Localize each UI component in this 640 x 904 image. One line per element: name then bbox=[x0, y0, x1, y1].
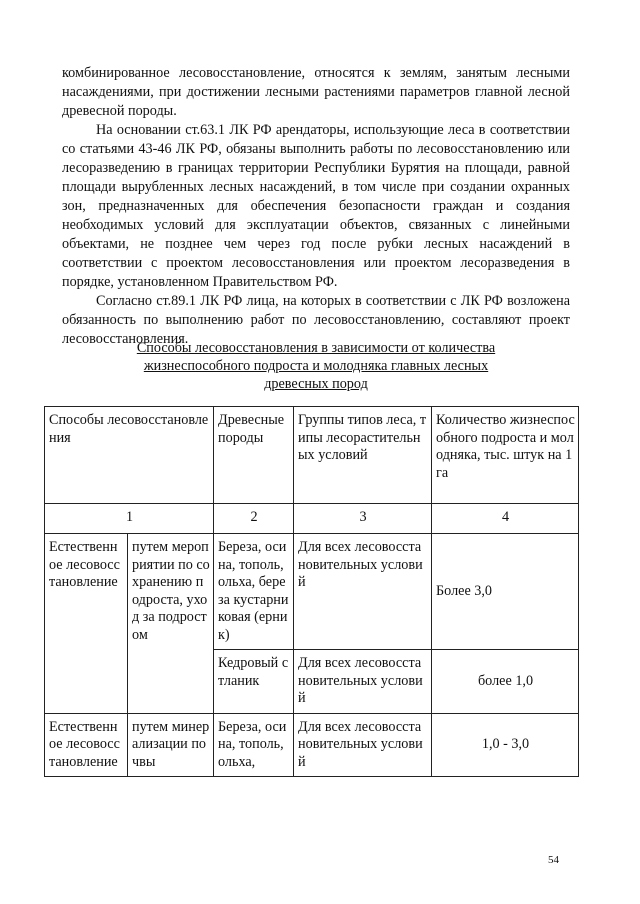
column-number-2: 2 bbox=[214, 504, 294, 534]
cell-forest-type: Для всех лесовосстановительных условий bbox=[294, 534, 432, 650]
reforestation-methods-table bbox=[44, 406, 579, 777]
table-title bbox=[62, 339, 570, 393]
cell-forest-type: Для всех лесовосстановительных условий bbox=[294, 713, 432, 777]
table-title-line-2: жизнеспособного подроста и молодняка главных лесных bbox=[143, 358, 489, 374]
cell-technique: путем мероприятии по сохранению подроста, уход за подростом bbox=[128, 534, 214, 714]
header-methods: Способы лесовосстановления bbox=[45, 407, 214, 504]
column-number-4: 4 bbox=[432, 504, 579, 534]
table-number-row bbox=[45, 504, 579, 534]
cell-species: Кедровый стланик bbox=[214, 650, 294, 714]
page-number: 54 bbox=[548, 854, 559, 866]
cell-quantity: 1,0 - 3,0 bbox=[432, 713, 579, 777]
table-title-line-3: древесных пород bbox=[264, 376, 368, 392]
table-row bbox=[45, 534, 579, 650]
paragraph-1: комбинированное лесовосстановление, относятся к землям, занятым лесными насаждениями, при достижении лесными растениями параметров главной лесной древесной породы. bbox=[62, 65, 570, 119]
cell-technique: путем минерализации почвы bbox=[128, 713, 214, 777]
cell-quantity: более 1,0 bbox=[432, 650, 579, 714]
cell-species: Береза, осина, тополь, ольха, береза кустарниковая (ерник) bbox=[214, 534, 294, 650]
header-quantity: Количество жизнеспособного подроста и молодняка, тыс. штук на 1 га bbox=[432, 407, 579, 504]
cell-quantity: Более 3,0 bbox=[432, 534, 579, 650]
cell-method: Естественное лесовосстановление bbox=[45, 713, 128, 777]
column-number-3: 3 bbox=[294, 504, 432, 534]
cell-forest-type: Для всех лесовосстановительных условий bbox=[294, 650, 432, 714]
body-text bbox=[62, 64, 570, 349]
paragraph-3: Согласно ст.89.1 ЛК РФ лица, на которых в соответствии с ЛК РФ возложена обязанность по выполнению работ по лесовосстановлению, составляют проект лесовосстановления. bbox=[62, 293, 570, 347]
table-row bbox=[45, 713, 579, 777]
cell-method: Естественное лесовосстановление bbox=[45, 534, 128, 714]
paragraph-2: На основании ст.63.1 ЛК РФ арендаторы, использующие леса в соответствии со статьями 43-46 ЛК РФ, обязаны выполнить работы по лесовосстановлению или лесоразведению в границах территории Республики Бурятия на площади, равной площади вырубленных лесных насаждений, в том числе при создании охранных зон, предназначенных для обеспечения безопасности граждан и создания необходимых условий для эксплуатации объектов, связанных с линейными объектами, не позднее чем через год после рубки лесных насаждений в соответствии с проектом лесовосстановления или проектом лесоразведения в порядке, установленном Правительством РФ. bbox=[62, 122, 570, 290]
column-number-1: 1 bbox=[45, 504, 214, 534]
header-species: Древесные породы bbox=[214, 407, 294, 504]
header-forest-types: Группы типов леса, типы лесорастительных условий bbox=[294, 407, 432, 504]
table-header-row bbox=[45, 407, 579, 504]
cell-species: Береза, осина, тополь, ольха, bbox=[214, 713, 294, 777]
table-title-line-1: Способы лесовосстановления в зависимости от количества bbox=[136, 340, 496, 356]
